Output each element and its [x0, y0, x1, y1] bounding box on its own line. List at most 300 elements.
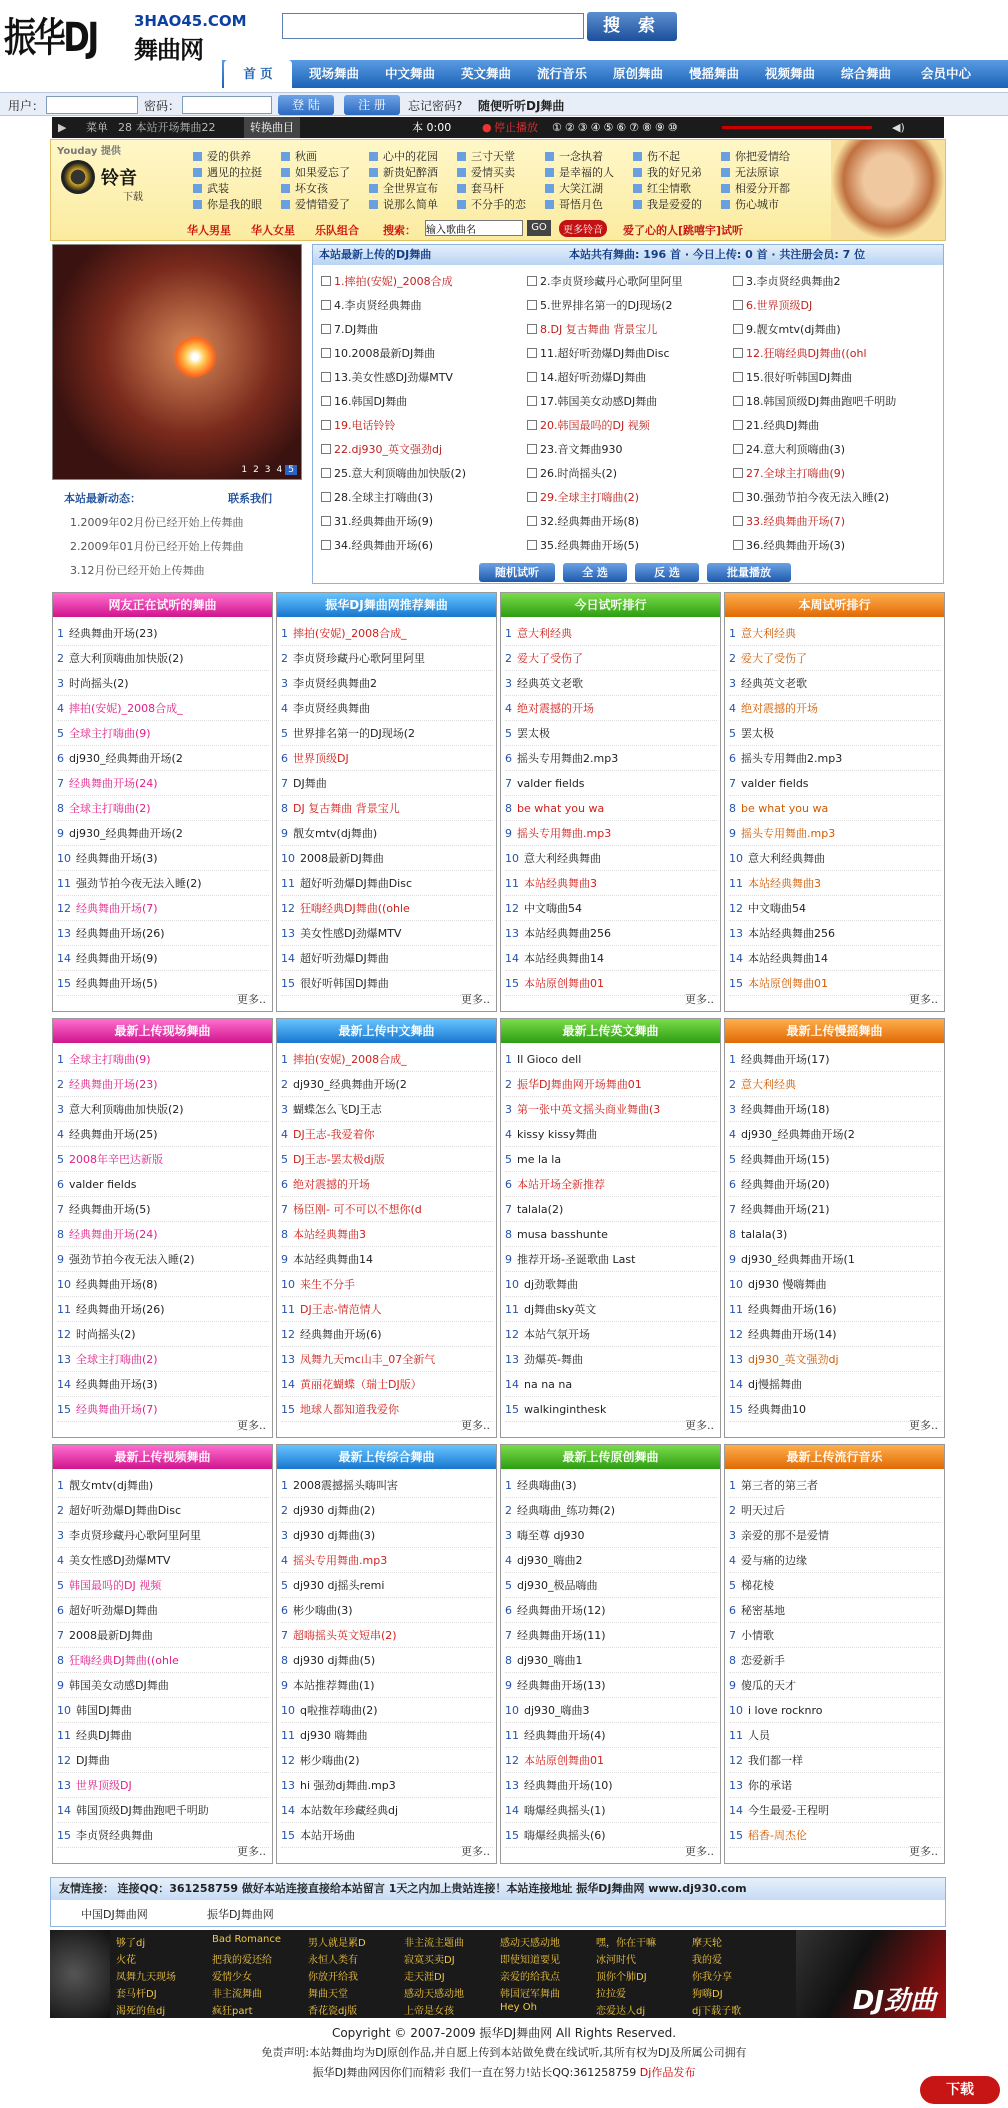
song-title[interactable]: 经典舞曲10	[748, 1403, 806, 1416]
ringtone-tag[interactable]: 大笑江湖	[545, 180, 603, 196]
deco-song-link[interactable]: 韩国冠军舞曲	[500, 1989, 560, 2000]
song-title[interactable]: 超嗨摇头英文短串(2)	[293, 1629, 397, 1642]
list-item[interactable]	[505, 1097, 717, 1122]
list-item[interactable]	[281, 646, 493, 671]
song-title[interactable]: 韩国DJ舞曲	[76, 1704, 132, 1717]
song-title[interactable]: 本站推荐舞曲(1)	[293, 1679, 375, 1692]
list-item[interactable]	[729, 1598, 941, 1623]
checkbox[interactable]	[527, 372, 537, 382]
deco-song-link[interactable]: 嘿，你在干嘛	[596, 1938, 656, 1949]
list-item[interactable]	[505, 1698, 717, 1723]
song-title[interactable]: 强劲节拍今夜无法入睡(2)	[76, 877, 202, 890]
deco-song-link[interactable]: 感动天感动地	[404, 1989, 464, 2000]
song-title[interactable]: 嗨爆经典摇头(1)	[524, 1804, 606, 1817]
song-title[interactable]: 本站经典舞曲3	[524, 877, 597, 890]
deco-song-link[interactable]: 摩天轮	[692, 1938, 722, 1949]
song-title[interactable]: 经典舞曲开场(14)	[748, 1328, 837, 1341]
song-title[interactable]: 彬少嗨曲(2)	[300, 1754, 360, 1767]
checkbox[interactable]	[321, 444, 331, 454]
song-title[interactable]: dj930_经典舞曲开场(2	[741, 1128, 855, 1141]
list-item[interactable]	[729, 1147, 941, 1172]
list-item[interactable]	[57, 771, 269, 796]
list-item[interactable]	[505, 1047, 717, 1072]
deco-song-link[interactable]: 渴死的鱼dj	[116, 2006, 166, 2017]
song-title[interactable]: 嗨至尊 dj930	[517, 1529, 585, 1542]
list-item[interactable]	[505, 1372, 717, 1397]
song-title[interactable]: 本站经典舞曲14	[748, 952, 828, 965]
newest-item[interactable]	[733, 347, 933, 361]
pager-3[interactable]: 3	[264, 465, 271, 475]
newest-item[interactable]	[733, 395, 933, 409]
song-title[interactable]: me la la	[517, 1153, 562, 1166]
list-item[interactable]	[729, 1698, 941, 1723]
list-item[interactable]	[281, 921, 493, 946]
song-title[interactable]: 黄丽花蝴蝶（瑞士DJ版）	[300, 1378, 422, 1391]
newest-item[interactable]	[321, 467, 521, 481]
song-title[interactable]: dj舞曲sky英文	[524, 1303, 597, 1316]
list-item[interactable]	[729, 1673, 941, 1698]
site-search-button[interactable]: 搜 索	[587, 12, 677, 41]
song-title[interactable]: 恋爱新手	[741, 1654, 785, 1667]
song-title[interactable]: 亲爱的那不是爱情	[741, 1529, 829, 1542]
checkbox[interactable]	[321, 348, 331, 358]
ringtone-tag[interactable]: 坏女孩	[281, 180, 328, 196]
song-title[interactable]: musa basshunte	[517, 1228, 608, 1241]
song-title[interactable]: 经典舞曲开场(16)	[748, 1303, 837, 1316]
checkbox[interactable]	[321, 276, 331, 286]
deco-song-link[interactable]: 非主流舞曲	[212, 1989, 262, 2000]
list-item[interactable]	[57, 1072, 269, 1097]
more-ringtones-button[interactable]: 更多铃音	[559, 220, 607, 237]
song-title[interactable]: Il Gioco dell	[517, 1053, 582, 1066]
song-title[interactable]: 狂嗨经典DJ舞曲((ohle	[69, 1654, 179, 1667]
song-title[interactable]: 世界排名第一的DJ现场(2	[293, 727, 416, 740]
list-item[interactable]	[729, 1347, 941, 1372]
list-item[interactable]	[505, 1172, 717, 1197]
deco-song-link[interactable]: 疯狂part	[212, 2006, 253, 2017]
list-item[interactable]	[505, 1748, 717, 1773]
song-title[interactable]: 摇头专用舞曲2.mp3	[517, 752, 619, 765]
dj-publish-link[interactable]: Dj作品发布	[639, 2066, 696, 2079]
song-title[interactable]: 第三者的第三者	[741, 1479, 818, 1492]
song-title[interactable]: 经典舞曲开场(24)	[69, 777, 158, 790]
song-title[interactable]: 你的承诺	[748, 1779, 792, 1792]
checkbox[interactable]	[733, 540, 743, 550]
song-title[interactable]: 本站原创舞曲01	[748, 977, 828, 990]
list-item[interactable]	[57, 1272, 269, 1297]
checkbox[interactable]	[321, 300, 331, 310]
song-title[interactable]: dj930 dj舞曲(2)	[293, 1504, 376, 1517]
song-title[interactable]: 人员	[748, 1729, 770, 1742]
song-title[interactable]: dj劲歌舞曲	[524, 1278, 579, 1291]
song-title[interactable]: 凤舞九天mc山丰_07全新气	[300, 1353, 436, 1366]
song-title[interactable]: 经典舞曲开场(13)	[517, 1679, 606, 1692]
song-title[interactable]: 靓女mtv(dj舞曲)	[293, 827, 378, 840]
list-item[interactable]	[729, 1072, 941, 1097]
more-link[interactable]: 更多..	[685, 1845, 714, 1858]
list-item[interactable]	[281, 1147, 493, 1172]
newest-item-title[interactable]: 30.强劲节拍今夜无法入睡(2)	[746, 491, 890, 504]
song-title[interactable]: 梯花棱	[741, 1579, 774, 1592]
ringtone-tag[interactable]: 你是我的眼	[193, 196, 262, 212]
ringtone-tag[interactable]: 我的好兄弟	[633, 164, 702, 180]
list-item[interactable]	[281, 621, 493, 646]
ringtone-tag[interactable]: 三寸天堂	[457, 148, 515, 164]
newest-item[interactable]	[527, 491, 727, 505]
song-title[interactable]: 经典嗨曲_练功舞(2)	[517, 1504, 616, 1517]
newest-item-title[interactable]: 36.经典舞曲开场(3)	[746, 539, 846, 552]
checkbox[interactable]	[733, 372, 743, 382]
song-title[interactable]: talala(2)	[517, 1203, 564, 1216]
newest-item-title[interactable]: 17.韩国美女动感DJ舞曲	[540, 395, 658, 408]
song-title[interactable]: 摔拍(安妮)_2008合成_	[69, 702, 183, 715]
song-title[interactable]: 本站数年珍藏经典dj	[300, 1804, 399, 1817]
pager-2[interactable]: 2	[253, 465, 259, 475]
list-item[interactable]	[281, 821, 493, 846]
song-title[interactable]: 意大利经典	[741, 627, 796, 640]
list-item[interactable]	[729, 671, 941, 696]
list-item[interactable]	[729, 1523, 941, 1548]
song-title[interactable]: 全球主打嗨曲(9)	[69, 1053, 151, 1066]
newest-item-title[interactable]: 32.经典舞曲开场(8)	[540, 515, 640, 528]
newest-item[interactable]	[527, 395, 727, 409]
song-title[interactable]: 秘密基地	[741, 1604, 785, 1617]
song-title[interactable]: 爱大了受伤了	[517, 652, 583, 665]
pager-1[interactable]: 1	[241, 465, 248, 475]
ringtone-tag[interactable]: 遇见的拉挺	[193, 164, 262, 180]
newest-item-title[interactable]: 8.DJ 复古舞曲 背景宝儿	[540, 323, 658, 336]
song-title[interactable]: i love rocknro	[748, 1704, 823, 1717]
more-link[interactable]: 更多..	[685, 993, 714, 1006]
list-item[interactable]	[729, 1172, 941, 1197]
checkbox[interactable]	[321, 372, 331, 382]
deco-song-link[interactable]: 你放开给我	[308, 1972, 358, 1983]
list-item[interactable]	[505, 696, 717, 721]
list-item[interactable]	[57, 1473, 269, 1498]
list-item[interactable]	[729, 1798, 941, 1823]
song-title[interactable]: be what you wa	[517, 802, 605, 815]
song-title[interactable]: na na na	[524, 1378, 573, 1391]
song-title[interactable]: 美女性感DJ劲爆MTV	[300, 927, 402, 940]
list-item[interactable]	[505, 1272, 717, 1297]
contact-us-link[interactable]: 联系我们	[228, 492, 272, 505]
song-title[interactable]: DJ 复古舞曲 背景宝儿	[293, 802, 400, 815]
deco-song-link[interactable]: 走天涯DJ	[404, 1972, 445, 1983]
list-item[interactable]	[57, 1773, 269, 1798]
song-title[interactable]: 本站经典舞曲14	[524, 952, 604, 965]
song-title[interactable]: 李贞贤经典舞曲	[293, 702, 370, 715]
checkbox[interactable]	[527, 324, 537, 334]
song-title[interactable]: 本站经典舞曲3	[293, 1228, 366, 1241]
list-item[interactable]	[505, 846, 717, 871]
deco-song-link[interactable]: 套马杆DJ	[116, 1989, 157, 2000]
newest-item[interactable]	[527, 467, 727, 481]
list-item[interactable]	[57, 721, 269, 746]
list-item[interactable]	[505, 1222, 717, 1247]
list-item[interactable]	[57, 1723, 269, 1748]
newest-item-title[interactable]: 34.经典舞曲开场(6)	[334, 539, 434, 552]
song-title[interactable]: dj930 dj舞曲(5)	[293, 1654, 376, 1667]
song-title[interactable]: 经典舞曲开场(11)	[517, 1629, 606, 1642]
list-item[interactable]	[729, 921, 941, 946]
song-title[interactable]: 意大利经典舞曲	[524, 852, 601, 865]
newest-item[interactable]	[527, 299, 727, 313]
news-item[interactable]: 3.12月份已经开始上传舞曲	[70, 564, 205, 577]
list-item[interactable]	[57, 896, 269, 921]
list-item[interactable]	[729, 821, 941, 846]
song-title[interactable]: 经典舞曲开场(18)	[741, 1103, 830, 1116]
deco-song-link[interactable]: 非主流主题曲	[404, 1938, 464, 1949]
nav-pop[interactable]: 流行音乐	[536, 66, 587, 81]
song-title[interactable]: 时尚摇头(2)	[76, 1328, 136, 1341]
list-item[interactable]	[505, 1598, 717, 1623]
list-item[interactable]	[505, 921, 717, 946]
ringtone-tag[interactable]: 心中的花园	[369, 148, 438, 164]
list-item[interactable]	[729, 1247, 941, 1272]
checkbox[interactable]	[527, 300, 537, 310]
ringtone-tag[interactable]: 无法原谅	[721, 164, 779, 180]
list-item[interactable]	[57, 1673, 269, 1698]
list-item[interactable]	[505, 646, 717, 671]
song-title[interactable]: 经典舞曲开场(5)	[69, 1203, 151, 1216]
list-item[interactable]	[729, 1197, 941, 1222]
list-item[interactable]	[729, 646, 941, 671]
featured-image[interactable]	[52, 244, 302, 480]
batch-play-button[interactable]: 批量播放	[707, 563, 791, 582]
list-item[interactable]	[505, 946, 717, 971]
list-item[interactable]	[281, 1773, 493, 1798]
deco-song-link[interactable]: 舞曲天堂	[308, 1989, 348, 2000]
song-title[interactable]: 经典英文老歌	[741, 677, 807, 690]
song-title[interactable]: DJ王志-情范情人	[300, 1303, 382, 1316]
song-title[interactable]: 全球主打嗨曲(2)	[76, 1353, 158, 1366]
list-item[interactable]	[57, 1322, 269, 1347]
list-item[interactable]	[281, 1372, 493, 1397]
list-item[interactable]	[729, 1272, 941, 1297]
newest-item-title[interactable]: 24.意大利顶嗨曲(3)	[746, 443, 846, 456]
song-title[interactable]: 罢太极	[741, 727, 774, 740]
list-item[interactable]	[281, 1623, 493, 1648]
newest-item-title[interactable]: 33.经典舞曲开场(7)	[746, 515, 846, 528]
newest-item[interactable]	[733, 539, 933, 553]
newest-item[interactable]	[733, 515, 933, 529]
checkbox[interactable]	[527, 540, 537, 550]
song-title[interactable]: 经典舞曲开场(15)	[741, 1153, 830, 1166]
deco-song-link[interactable]: 凤舞九天现场	[116, 1972, 176, 1983]
list-item[interactable]	[729, 1748, 941, 1773]
newest-item-title[interactable]: 18.韩国顶级DJ舞曲跑吧千明助	[746, 395, 897, 408]
list-item[interactable]	[505, 1147, 717, 1172]
list-item[interactable]	[505, 1648, 717, 1673]
deco-song-link[interactable]: 顶你个肺DJ	[596, 1972, 647, 1983]
list-item[interactable]	[505, 1498, 717, 1523]
pager-5[interactable]: 5	[285, 465, 297, 475]
banner-go-button[interactable]: GO	[527, 220, 551, 236]
checkbox[interactable]	[321, 516, 331, 526]
song-title[interactable]: 经典舞曲开场(7)	[76, 902, 158, 915]
song-title[interactable]: 意大利经典	[741, 1078, 796, 1091]
list-item[interactable]	[281, 946, 493, 971]
ringtone-tag[interactable]: 伤心城市	[721, 196, 779, 212]
song-title[interactable]: 2008震撼摇头嗨叫害	[293, 1479, 398, 1492]
news-item[interactable]: 1.2009年02月份已经开始上传舞曲	[70, 516, 244, 529]
newest-item-title[interactable]: 9.靓女mtv(dj舞曲)	[746, 323, 841, 336]
song-title[interactable]: 意大利顶嗨曲加快版(2)	[69, 1103, 184, 1116]
list-item[interactable]	[57, 1623, 269, 1648]
list-item[interactable]	[729, 1122, 941, 1147]
list-item[interactable]	[281, 1097, 493, 1122]
song-title[interactable]: 经典舞曲开场(21)	[741, 1203, 830, 1216]
newest-item[interactable]	[321, 515, 521, 529]
list-item[interactable]	[281, 1498, 493, 1523]
checkbox[interactable]	[527, 492, 537, 502]
list-item[interactable]	[729, 721, 941, 746]
song-title[interactable]: 本站经典舞曲14	[293, 1253, 373, 1266]
random-listen-button[interactable]: 随机试听	[479, 563, 555, 582]
list-item[interactable]	[729, 1372, 941, 1397]
newest-item-title[interactable]: 25.意大利顶嗨曲加快版(2)	[334, 467, 467, 480]
newest-item-title[interactable]: 11.超好听劲爆DJ舞曲Disc	[540, 347, 670, 360]
deco-song-link[interactable]: 男人就是累D	[308, 1938, 366, 1949]
checkbox[interactable]	[527, 396, 537, 406]
song-title[interactable]: 李贞贤经典舞曲2	[293, 677, 377, 690]
song-title[interactable]: 今生最爱-王程明	[748, 1804, 829, 1817]
more-link[interactable]: 更多..	[909, 1419, 938, 1432]
newest-item[interactable]	[527, 347, 727, 361]
song-title[interactable]: 傻瓜的天才	[741, 1679, 796, 1692]
list-item[interactable]	[281, 1347, 493, 1372]
list-item[interactable]	[281, 1122, 493, 1147]
song-title[interactable]: 韩国美女动感DJ舞曲	[69, 1679, 169, 1692]
list-item[interactable]	[57, 1548, 269, 1573]
nav-english[interactable]: 英文舞曲	[460, 66, 511, 81]
list-item[interactable]	[281, 771, 493, 796]
song-title[interactable]: 时尚摇头(2)	[69, 677, 129, 690]
banner-search-input[interactable]	[425, 220, 523, 236]
nav-member[interactable]: 会员中心	[920, 66, 971, 81]
list-item[interactable]	[57, 821, 269, 846]
deco-song-link[interactable]: 上帝是女孩	[404, 2006, 454, 2017]
song-title[interactable]: 狂嗨经典DJ舞曲((ohle	[300, 902, 410, 915]
song-title[interactable]: 小情歌	[741, 1629, 774, 1642]
newest-item[interactable]	[527, 371, 727, 385]
song-title[interactable]: 超好听劲爆DJ舞曲Disc	[69, 1504, 182, 1517]
list-item[interactable]	[729, 1322, 941, 1347]
more-link[interactable]: 更多..	[237, 1845, 266, 1858]
newest-item[interactable]	[733, 323, 933, 337]
more-link[interactable]: 更多..	[461, 1419, 490, 1432]
song-title[interactable]: 全球主打嗨曲(9)	[69, 727, 151, 740]
list-item[interactable]	[729, 1473, 941, 1498]
checkbox[interactable]	[527, 276, 537, 286]
song-title[interactable]: q啦推荐嗨曲(2)	[300, 1704, 378, 1717]
song-title[interactable]: 经典舞曲开场(25)	[69, 1128, 158, 1141]
checkbox[interactable]	[733, 276, 743, 286]
song-title[interactable]: 绝对震撼的开场	[741, 702, 818, 715]
download-badge[interactable]	[920, 2076, 1000, 2104]
song-title[interactable]: 摔拍(安妮)_2008合成_	[293, 627, 407, 640]
list-item[interactable]	[505, 1297, 717, 1322]
deco-song-link[interactable]: 狗嗨DJ	[692, 1989, 723, 2000]
list-item[interactable]	[505, 1723, 717, 1748]
song-title[interactable]: 本站经典舞曲3	[748, 877, 821, 890]
song-title[interactable]: dj慢摇舞曲	[748, 1378, 803, 1391]
list-item[interactable]	[281, 1172, 493, 1197]
list-item[interactable]	[505, 1072, 717, 1097]
password-input[interactable]	[182, 96, 272, 114]
song-title[interactable]: 我们都一样	[748, 1754, 803, 1767]
list-item[interactable]	[505, 821, 717, 846]
list-item[interactable]	[57, 646, 269, 671]
song-title[interactable]: 中文嗨曲54	[524, 902, 582, 915]
list-item[interactable]	[57, 1247, 269, 1272]
list-item[interactable]	[57, 746, 269, 771]
list-item[interactable]	[57, 796, 269, 821]
newest-item[interactable]	[321, 323, 521, 337]
ringtone-tag[interactable]: 哥悟月色	[545, 196, 603, 212]
song-title[interactable]: dj930_嗨曲3	[524, 1704, 590, 1717]
checkbox[interactable]	[733, 516, 743, 526]
cat-female[interactable]: 华人女星	[251, 224, 295, 237]
site-logo[interactable]	[4, 4, 247, 64]
list-item[interactable]	[57, 1748, 269, 1773]
newest-item-title[interactable]: 28.全球主打嗨曲(3)	[334, 491, 434, 504]
ringtone-tag[interactable]: 爱情买卖	[457, 164, 515, 180]
list-item[interactable]	[729, 1773, 941, 1798]
song-title[interactable]: 2008年辛巴达新版	[69, 1153, 163, 1166]
player-menu-icon[interactable]: ▶	[58, 121, 67, 134]
song-title[interactable]: 爱大了受伤了	[741, 652, 807, 665]
random-listen-link[interactable]: 随便听听DJ舞曲	[478, 99, 565, 113]
list-item[interactable]	[57, 1097, 269, 1122]
song-title[interactable]: 美女性感DJ劲爆MTV	[69, 1554, 171, 1567]
list-item[interactable]	[729, 771, 941, 796]
username-input[interactable]	[46, 96, 138, 114]
list-item[interactable]	[281, 671, 493, 696]
ringtone-tag[interactable]: 红尘情歌	[633, 180, 691, 196]
nav-chinese[interactable]: 中文舞曲	[384, 66, 435, 81]
newest-item-title[interactable]: 35.经典舞曲开场(5)	[540, 539, 640, 552]
list-item[interactable]	[505, 1197, 717, 1222]
ringtone-tag[interactable]: 是幸福的人	[545, 164, 614, 180]
list-item[interactable]	[505, 621, 717, 646]
deco-song-link[interactable]: Bad Romance	[212, 1934, 281, 1945]
song-title[interactable]: 摇头专用舞曲2.mp3	[741, 752, 843, 765]
song-title[interactable]: dj930_经典舞曲开场(2	[69, 752, 183, 765]
song-title[interactable]: DJ舞曲	[293, 777, 327, 790]
song-title[interactable]: 2008最新DJ舞曲	[69, 1629, 153, 1642]
deco-song-link[interactable]: 即使知道要见	[500, 1955, 560, 1966]
list-item[interactable]	[57, 1523, 269, 1548]
list-item[interactable]	[505, 1798, 717, 1823]
cat-male[interactable]: 华人男星	[187, 224, 231, 237]
newest-item[interactable]	[733, 443, 933, 457]
list-item[interactable]	[729, 1097, 941, 1122]
list-item[interactable]	[729, 1297, 941, 1322]
song-title[interactable]: 爱与痛的边缘	[741, 1554, 807, 1567]
deco-song-link[interactable]: 冰河时代	[596, 1955, 636, 1966]
invert-select-button[interactable]: 反 选	[635, 563, 699, 582]
list-item[interactable]	[281, 896, 493, 921]
deco-song-link[interactable]: 亲爱的给我点	[500, 1972, 560, 1983]
list-item[interactable]	[281, 1072, 493, 1097]
deco-song-link[interactable]: 火花	[116, 1955, 136, 1966]
newest-item-title[interactable]: 21.经典DJ舞曲	[746, 419, 820, 432]
song-title[interactable]: 世界顶级DJ	[76, 1779, 132, 1792]
list-item[interactable]	[281, 1473, 493, 1498]
list-item[interactable]	[281, 1798, 493, 1823]
list-item[interactable]	[281, 1598, 493, 1623]
